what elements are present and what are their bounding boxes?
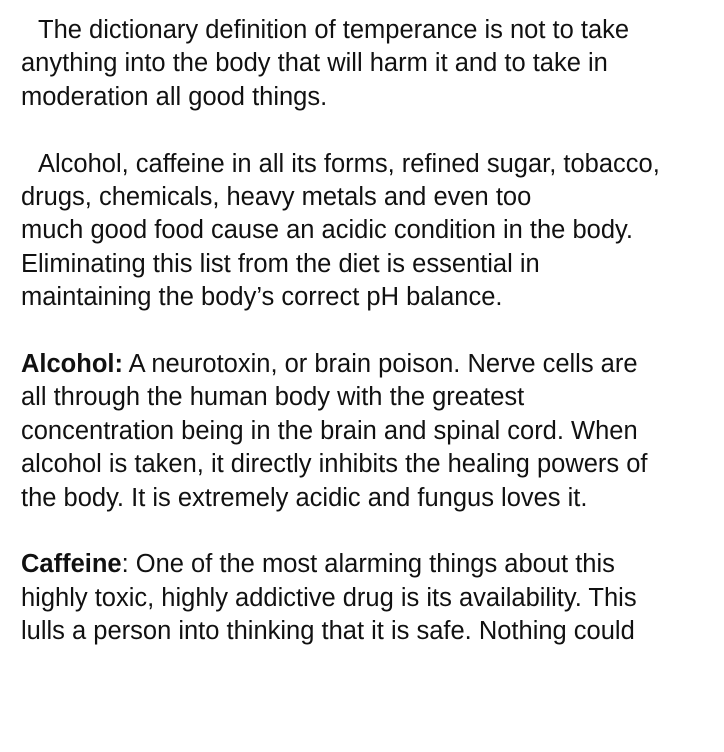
paragraph-temperance-definition [21,14,724,114]
text-line [21,348,724,381]
alcohol-term: Alcohol: [21,350,123,379]
paragraph-acidic-substances [21,148,724,315]
document-page [21,14,724,649]
text-line: drugs, chemicals, heavy metals and even too [21,183,532,212]
text-line: highly toxic, highly addictive drug is its availability. This [21,583,637,612]
caffeine-first-line-text: : One of the most alarming things about this [121,550,615,579]
paragraph-spacer [21,315,724,348]
paragraph-caffeine [21,548,724,648]
caffeine-term: Caffeine [21,550,122,579]
text-line: The dictionary definition of temperance is not to take [38,16,630,44]
text-line: maintaining the body’s correct pH balance. [21,283,503,312]
text-line: alcohol is taken, it directly inhibits the healing powers of [21,450,648,479]
text-line: Alcohol, caffeine in all its forms, refined sugar, tobacco, [38,149,660,178]
text-line: Eliminating this list from the diet is essential in [21,249,540,278]
paragraph-spacer [21,114,724,147]
text-line: much good food cause an acidic condition in the body. [21,216,633,245]
paragraph-spacer [21,515,724,548]
text-line: the body. It is extremely acidic and fungus loves it. [21,483,588,512]
text-line: all through the human body with the greatest [21,383,525,412]
text-line: anything into the body that will harm it and to take in [21,49,608,78]
alcohol-first-line-text: A neurotoxin, or brain poison. Nerve cells are [123,350,638,379]
text-line: lulls a person into thinking that it is safe. Nothing could [21,617,635,646]
paragraph-alcohol [21,348,724,515]
text-line: concentration being in the brain and spinal cord. When [21,416,638,445]
text-line [21,548,724,581]
text-line: moderation all good things. [21,82,328,111]
